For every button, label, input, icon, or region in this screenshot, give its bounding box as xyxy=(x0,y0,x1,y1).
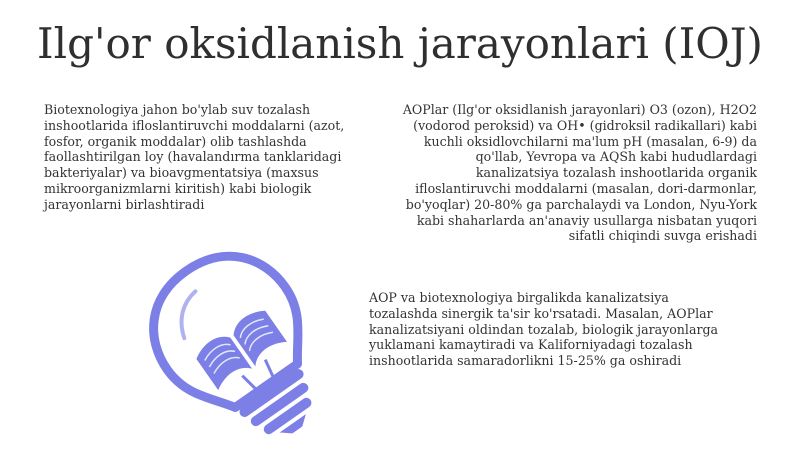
bottom-paragraph: AOP va biotexnologiya birgalikda kanalizatsiya tozalashda sinergik ta'sir ko'rsatadi. Masalan, AOPlar kanalizatsiyani oldindan tozalab, biologik jarayonlarga yuklamani kamaytiradi va Kaliforniyadagi tozalash inshootlarida samaradorlikni 15-25% ga oshiradi xyxy=(369,290,719,369)
slide-title: Ilg'or oksidlanish jarayonlari (IOJ) xyxy=(37,19,763,68)
left-paragraph: Biotexnologiya jahon bo'ylab suv tozalash inshootlarida ifloslantiruvchi moddalarni (azot, fosfor, organik moddalar) olib tashlashda faollashtirilgan loy (havalandırma tanklaridagi bakteriyalar) va bioavgmentatsiya (maxsus mikroorganizmlarni kiritish) kabi biologik jarayonlarni birlashtiradi xyxy=(44,102,345,212)
right-paragraph: AOPlar (Ilg'or oksidlanish jarayonlari) O3 (ozon), H2O2 (vodorod peroksid) va OH• (gidroksil radikallari) kabi kuchli oksidlovchilarni ma'lum pH (masalan, 6-9) da qo'llab, Yevropa va AQSh kabi hududlardagi kanalizatsiya tozalash inshootlarida organik ifloslantiruvchi moddalarni (masalan, dori-darmonlar, bo'yoqlar) 20-80% ga parchalaydi va London, Nyu-York kabi shaharlarda an'anaviy usullarga nisbatan yuqori sifatli chiqindi suvga erishadi xyxy=(402,102,757,244)
lightbulb-book-icon xyxy=(140,248,340,448)
